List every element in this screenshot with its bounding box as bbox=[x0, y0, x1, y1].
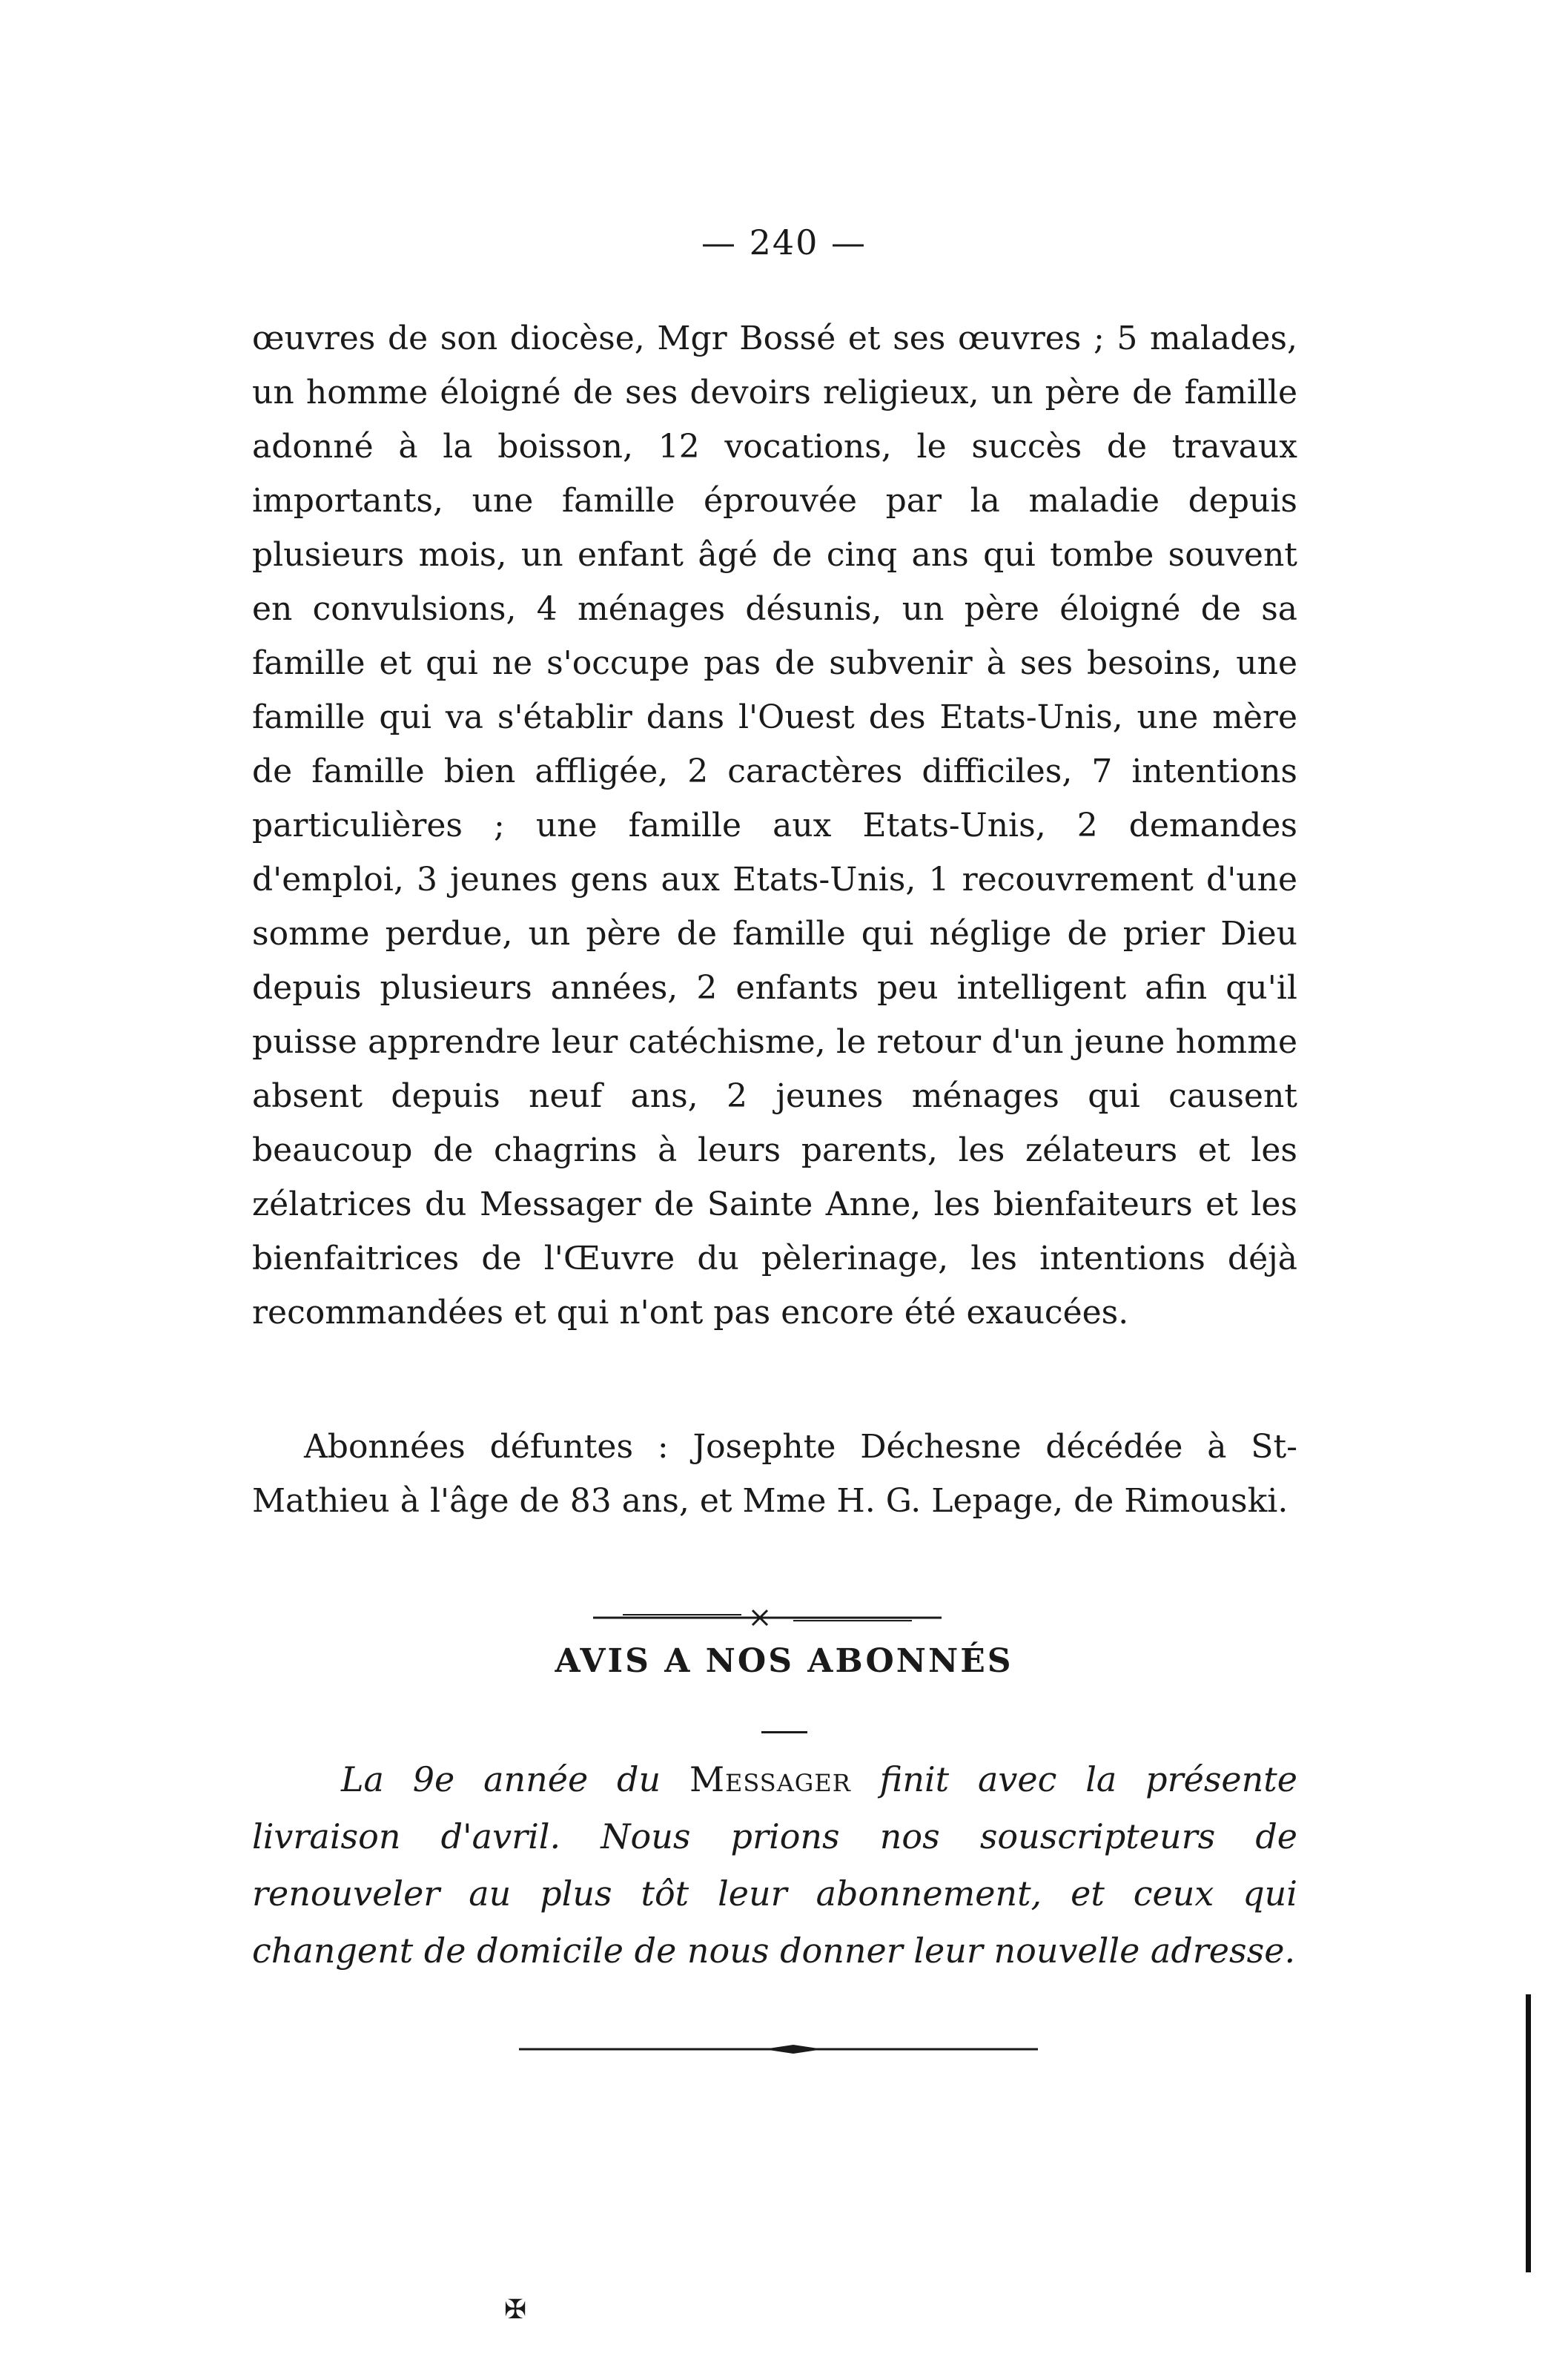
heading-short-rule bbox=[761, 1731, 807, 1733]
ornament-divider-bottom bbox=[519, 2040, 1038, 2058]
body-paragraph-2: Abonnées défuntes : Josephte Déchesne décédée à St-Mathieu à l'âge de 83 ans, et Mme H. G. Lepage, de Rimouski. bbox=[252, 1428, 1297, 1520]
notice-text bbox=[252, 1751, 1297, 1980]
page-number: — 240 — bbox=[701, 222, 867, 262]
notice-heading: AVIS A NOS ABONNÉS bbox=[555, 1642, 1013, 1680]
notice-text-after: finit avec la présente livraison d'avril. Nous prions nos souscripteurs de renouveler au plus tôt leur abonnement, et ceux qui changent de domicile de nous donner leur nouvelle adresse. bbox=[252, 1759, 1297, 1971]
ornament-divider-top bbox=[593, 1607, 942, 1628]
footer-mark: ✠ bbox=[504, 2295, 527, 2325]
messager-smallcaps: Messager bbox=[689, 1759, 851, 1799]
margin-bar bbox=[1526, 1994, 1531, 2272]
body-paragraph-1: œuvres de son diocèse, Mgr Bossé et ses œuvres ; 5 malades, un homme éloigné de ses devoirs religieux, un père de famille adonné à la boisson, 12 vocations, le succès de travaux importants, une famille éprouvée par la maladie depuis plusieurs mois, un enfant âgé de cinq ans qui tombe souvent en convulsions, 4 ménages désunis, un père éloigné de sa famille et qui ne s'occupe pas de subvenir à ses besoins, une famille qui va s'établir dans l'Ouest des Etats-Unis, une mère de famille bien affligée, 2 caractères difficiles, 7 intentions particulières ; une famille aux Etats-Unis, 2 demandes d'emploi, 3 jeunes gens aux Etats-Unis, 1 recouvrement d'une somme perdue, un père de famille qui néglige de prier Dieu depuis plusieurs années, 2 enfants peu intelligent afin qu'il puisse apprendre leur catéchisme, le retour d'un jeune homme absent depuis neuf ans, 2 jeunes ménages qui causent beaucoup de chagrins à leurs parents, les zélateurs et les zélatrices du Messager de Sainte Anne, les bienfaiteurs et les bienfaitrices de l'Œuvre du pèlerinage, les intentions déjà recommandées et qui n'ont pas encore été exaucées. bbox=[252, 320, 1297, 1332]
notice-text-before: La 9e année du bbox=[341, 1759, 689, 1799]
